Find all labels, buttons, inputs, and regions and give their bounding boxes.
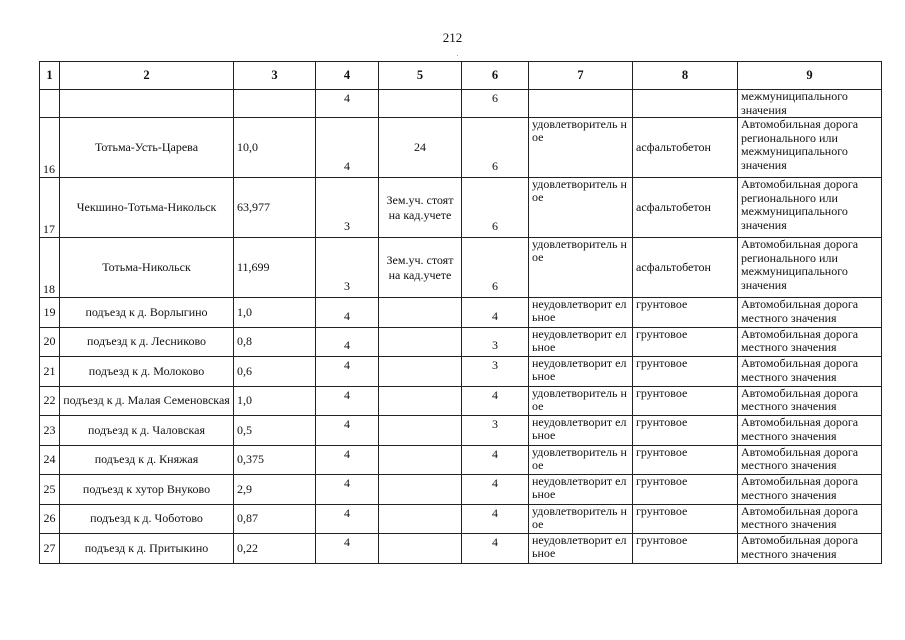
cell-length: 0,5 (234, 416, 316, 446)
cell-number (40, 90, 60, 118)
cell-number: 25 (40, 475, 60, 505)
cell-surface: грунтовое (633, 475, 738, 505)
cell-significance: Автомобильная дорога регионального или межмуниципального значения (738, 178, 882, 238)
cell-significance: Автомобильная дорога местного значения (738, 357, 882, 387)
cell-width: 4 (462, 475, 529, 505)
cell-length: 1,0 (234, 386, 316, 416)
cell-significance: Автомобильная дорога местного значения (738, 298, 882, 328)
cell-significance: Автомобильная дорога регионального или межмуниципального значения (738, 238, 882, 298)
cell-number: 22 (40, 386, 60, 416)
roads-table (39, 61, 882, 564)
cell-category: 4 (316, 534, 379, 564)
cell-road-name: подъезд к д. Притыкино (60, 534, 234, 564)
header-col-7: 7 (529, 62, 633, 90)
cell-category: 3 (316, 178, 379, 238)
cell-surface: грунтовое (633, 445, 738, 475)
cell-road-name: Чекшино-Тотьма-Никольск (60, 178, 234, 238)
header-col-9: 9 (738, 62, 882, 90)
header-col-1: 1 (40, 62, 60, 90)
cell-number: 17 (40, 178, 60, 238)
cell-surface: асфальтобетон (633, 238, 738, 298)
cell-road-name: подъезд к д. Ворлыгино (60, 298, 234, 328)
cell-surface: грунтовое (633, 504, 738, 534)
cell-number: 26 (40, 504, 60, 534)
cell-category: 4 (316, 416, 379, 446)
cell-land-status: Зем.уч. стоят на кад.учете (379, 238, 462, 298)
cell-condition: неудовлетворит ельное (529, 475, 633, 505)
cell-significance: Автомобильная дорога местного значения (738, 504, 882, 534)
cell-road-name: подъезд к хутор Внуково (60, 475, 234, 505)
cell-width: 4 (462, 504, 529, 534)
header-col-6: 6 (462, 62, 529, 90)
table-row (40, 238, 882, 298)
table-row (40, 90, 882, 118)
table-row (40, 534, 882, 564)
cell-length: 0,375 (234, 445, 316, 475)
cell-length: 0,22 (234, 534, 316, 564)
cell-road-name: подъезд к д. Чоботово (60, 504, 234, 534)
cell-surface: грунтовое (633, 357, 738, 387)
cell-land-status: 24 (379, 118, 462, 178)
cell-length: 2,9 (234, 475, 316, 505)
cell-condition: неудовлетворит ельное (529, 357, 633, 387)
cell-road-name: Тотьма-Усть-Царева (60, 118, 234, 178)
table-row (40, 445, 882, 475)
cell-land-status: Зем.уч. стоят на кад.учете (379, 178, 462, 238)
cell-width: 6 (462, 178, 529, 238)
cell-width: 4 (462, 298, 529, 328)
cell-road-name: подъезд к д. Княжая (60, 445, 234, 475)
cell-land-status (379, 475, 462, 505)
cell-road-name (60, 90, 234, 118)
cell-category: 4 (316, 475, 379, 505)
cell-condition: удовлетворитель ное (529, 178, 633, 238)
cell-length: 0,6 (234, 357, 316, 387)
cell-number: 18 (40, 238, 60, 298)
cell-land-status (379, 357, 462, 387)
cell-width: 4 (462, 386, 529, 416)
cell-land-status (379, 298, 462, 328)
cell-category: 4 (316, 327, 379, 357)
table-row (40, 475, 882, 505)
cell-condition: неудовлетворит ельное (529, 327, 633, 357)
table-row (40, 416, 882, 446)
cell-surface (633, 90, 738, 118)
cell-condition (529, 90, 633, 118)
header-col-2: 2 (60, 62, 234, 90)
cell-land-status (379, 327, 462, 357)
cell-road-name: подъезд к д. Малая Семеновская (60, 386, 234, 416)
cell-land-status (379, 445, 462, 475)
cell-category: 4 (316, 90, 379, 118)
cell-width: 6 (462, 118, 529, 178)
cell-significance: Автомобильная дорога местного значения (738, 445, 882, 475)
cell-significance: Автомобильная дорога местного значения (738, 475, 882, 505)
cell-land-status (379, 534, 462, 564)
page-number: 212 (442, 30, 463, 45)
cell-category: 4 (316, 386, 379, 416)
cell-surface: грунтовое (633, 386, 738, 416)
cell-number: 27 (40, 534, 60, 564)
header-col-3: 3 (234, 62, 316, 90)
cell-length: 1,0 (234, 298, 316, 328)
cell-category: 3 (316, 238, 379, 298)
table-row (40, 298, 882, 328)
cell-category: 4 (316, 298, 379, 328)
cell-surface: грунтовое (633, 416, 738, 446)
cell-condition: неудовлетворит ельное (529, 298, 633, 328)
cell-number: 20 (40, 327, 60, 357)
cell-width: 3 (462, 416, 529, 446)
cell-length: 11,699 (234, 238, 316, 298)
cell-category: 4 (316, 118, 379, 178)
cell-road-name: подъезд к д. Чаловская (60, 416, 234, 446)
cell-width: 4 (462, 534, 529, 564)
cell-condition: удовлетворитель ное (529, 238, 633, 298)
cell-significance: Автомобильная дорога местного значения (738, 416, 882, 446)
cell-width: 3 (462, 327, 529, 357)
cell-number: 19 (40, 298, 60, 328)
cell-length: 0,8 (234, 327, 316, 357)
cell-land-status (379, 504, 462, 534)
cell-category: 4 (316, 445, 379, 475)
cell-condition: неудовлетворит ельное (529, 534, 633, 564)
cell-condition: удовлетворитель ное (529, 386, 633, 416)
cell-road-name: Тотьма-Никольск (60, 238, 234, 298)
cell-condition: удовлетворитель ное (529, 118, 633, 178)
cell-road-name: подъезд к д. Молоково (60, 357, 234, 387)
cell-surface: грунтовое (633, 327, 738, 357)
cell-condition: неудовлетворит ельное (529, 416, 633, 446)
cell-significance: Автомобильная дорога местного значения (738, 534, 882, 564)
cell-category: 4 (316, 357, 379, 387)
cell-length: 10,0 (234, 118, 316, 178)
cell-surface: асфальтобетон (633, 118, 738, 178)
cell-land-status (379, 386, 462, 416)
cell-length (234, 90, 316, 118)
cell-width: 4 (462, 445, 529, 475)
cell-condition: удовлетворитель ное (529, 445, 633, 475)
cell-surface: грунтовое (633, 534, 738, 564)
table-row (40, 386, 882, 416)
table-row (40, 327, 882, 357)
scan-mark (457, 55, 458, 56)
cell-condition: удовлетворитель ное (529, 504, 633, 534)
cell-surface: грунтовое (633, 298, 738, 328)
cell-width: 6 (462, 90, 529, 118)
cell-width: 6 (462, 238, 529, 298)
cell-significance: Автомобильная дорога местного значения (738, 327, 882, 357)
table-row (40, 118, 882, 178)
cell-width: 3 (462, 357, 529, 387)
cell-significance: межмуниципального значения (738, 90, 882, 118)
table-row (40, 504, 882, 534)
cell-significance: Автомобильная дорога регионального или межмуниципального значения (738, 118, 882, 178)
header-row (40, 62, 882, 90)
cell-road-name: подъезд к д. Лесниково (60, 327, 234, 357)
cell-number: 24 (40, 445, 60, 475)
cell-length: 63,977 (234, 178, 316, 238)
header-col-4: 4 (316, 62, 379, 90)
cell-significance: Автомобильная дорога местного значения (738, 386, 882, 416)
cell-number: 21 (40, 357, 60, 387)
cell-land-status (379, 416, 462, 446)
cell-category: 4 (316, 504, 379, 534)
table-row (40, 357, 882, 387)
cell-length: 0,87 (234, 504, 316, 534)
cell-number: 23 (40, 416, 60, 446)
cell-land-status (379, 90, 462, 118)
cell-number: 16 (40, 118, 60, 178)
table-row (40, 178, 882, 238)
cell-surface: асфальтобетон (633, 178, 738, 238)
header-col-8: 8 (633, 62, 738, 90)
header-col-5: 5 (379, 62, 462, 90)
